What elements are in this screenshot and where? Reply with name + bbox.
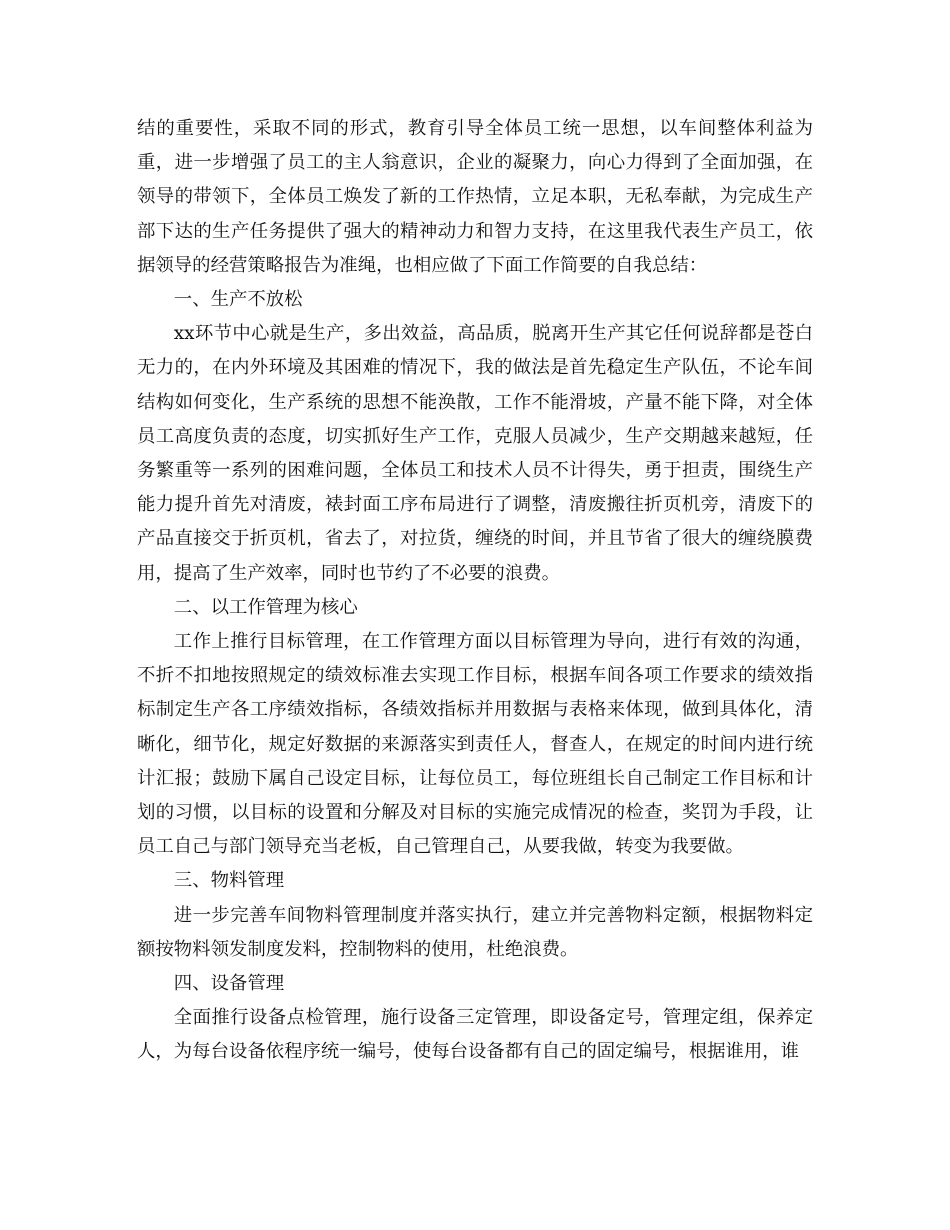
body-paragraph: xx环节中心就是生产，多出效益，高品质，脱离开生产其它任何说辞都是苍白无力的，在内外环境及其困难的情况下，我的做法是首先稳定生产队伍，不论车间结构如何变化，生产系统的思想不能涣散，工作不能滑坡，产量不能下降，对全体员工高度负责的态度，切实抓好生产工作，克服人员减少，生产交期越来越短，任务繁重等一系列的困难问题，全体员工和技术人员不计得失，勇于担责，围绕生产能力提升首先对清废，裱封面工序布局进行了调整，清废搬往折页机旁，清废下的产品直接交于折页机，省去了，对拉货，缠绕的时间，并且节省了很大的缠绕膜费用，提高了生产效率，同时也节约了不必要的浪费。 <box>137 323 813 584</box>
document-body <box>137 112 813 1070</box>
body-paragraph: 结的重要性，采取不同的形式，教育引导全体员工统一思想，以车间整体利益为重，进一步增强了员工的主人翁意识，企业的凝聚力，向心力得到了全面加强，在领导的带领下，全体员工焕发了新的工作热情，立足本职，无私奉献，为完成生产部下达的生产任务提供了强大的精神动力和智力支持，在这里我代表生产员工，依据领导的经营策略报告为准绳，也相应做了下面工作简要的自我总结： <box>137 118 813 276</box>
body-paragraph: 进一步完善车间物料管理制度并落实执行，建立并完善物料定额，根据物料定额按物料领发制度发料，控制物料的使用，杜绝浪费。 <box>137 904 813 960</box>
body-paragraph: 工作上推行目标管理，在工作管理方面以目标管理为导向，进行有效的沟通，不折不扣地按照规定的绩效标准去实现工作目标，根据车间各项工作要求的绩效指标制定生产各工序绩效指标，各绩效指标并用数据与表格来体现，做到具体化，清晰化，细节化，规定好数据的来源落实到责任人，督查人，在规定的时间内进行统计汇报；鼓励下属自己设定目标，让每位员工，每位班组长自己制定工作目标和计划的习惯，以目标的设置和分解及对目标的实施完成情况的检查，奖罚为手段，让员工自己与部门领导充当老板，自己管理自己，从要我做，转变为我要做。 <box>137 631 813 858</box>
section-heading: 三、物料管理 <box>173 870 285 892</box>
body-paragraph: 全面推行设备点检管理，施行设备三定管理，即设备定号，管理定组，保养定人，为每台设备依程序统一编号，使每台设备都有自己的固定编号，根据谁用，谁 <box>137 1007 813 1063</box>
section-heading: 四、设备管理 <box>173 973 285 995</box>
section-heading: 一、生产不放松 <box>173 289 303 311</box>
section-heading: 二、以工作管理为核心 <box>173 596 358 618</box>
